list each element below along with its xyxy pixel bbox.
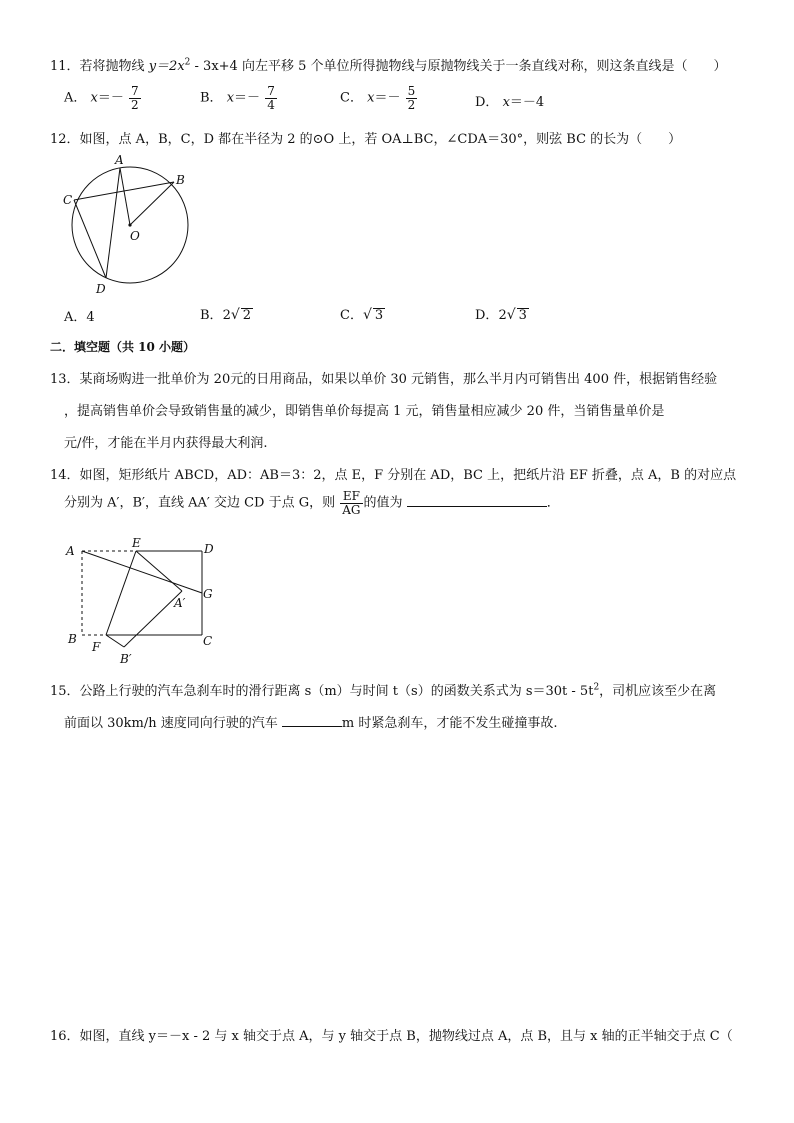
fraction bbox=[406, 85, 418, 111]
chord-ad bbox=[106, 168, 120, 278]
q11-formula-tail: - 3x+4 bbox=[190, 59, 238, 74]
label-e: E bbox=[132, 536, 141, 550]
q12-stem bbox=[50, 128, 681, 147]
fraction-numerator: EF bbox=[340, 490, 362, 504]
line-aa1-g bbox=[82, 551, 202, 593]
option-label: D． bbox=[475, 95, 499, 110]
fraction-denominator: 2 bbox=[131, 97, 139, 112]
fraction-numerator: 5 bbox=[407, 84, 416, 98]
q11-text-b: 向左平移 5 个单位所得抛物线与原抛物线关于一条直线对称，则这条直线是（ ） bbox=[241, 59, 727, 74]
option-label: C． bbox=[340, 90, 363, 106]
option-label: A． bbox=[64, 90, 87, 106]
fraction-denominator: AG bbox=[342, 502, 361, 517]
fraction bbox=[265, 85, 277, 111]
fraction-denominator: 4 bbox=[267, 97, 275, 112]
option-coef: 2 bbox=[498, 308, 507, 323]
q11-option-a bbox=[64, 85, 142, 111]
option-value: 4 bbox=[86, 310, 95, 325]
fraction-ef-ag bbox=[340, 490, 362, 516]
label-d: D bbox=[204, 542, 214, 556]
section-heading: 二．填空题（共 10 小题） bbox=[50, 340, 196, 354]
sqrt-icon: √ bbox=[506, 307, 516, 323]
option-var: x bbox=[367, 90, 375, 106]
label-f: F bbox=[92, 640, 101, 654]
radicand: 3 bbox=[374, 308, 384, 323]
fraction-numerator: 7 bbox=[267, 84, 275, 98]
label-c: C bbox=[203, 634, 213, 648]
q11-stem bbox=[50, 55, 727, 74]
fraction-numerator: 7 bbox=[131, 84, 139, 98]
q12-text: 如图，点 A，B，C，D 都在半径为 2 的⊙O 上，若 OA⊥BC，∠CDA＝30°，则弦 BC 的长为（ ） bbox=[79, 132, 682, 147]
q15-line2-text: 前面以 30km/h 速度同向行驶的汽车 bbox=[64, 716, 278, 731]
segment-oa bbox=[120, 168, 130, 225]
label-b-prime: B′ bbox=[120, 652, 132, 666]
option-coef: 2 bbox=[222, 308, 231, 323]
option-sign: ＝－ bbox=[97, 90, 124, 106]
q13-line2: ，提高销售单价会导致销售量的减少，即销售单价每提高 1 元，销售量相应减少 20 件，当销售量单价是 bbox=[64, 404, 665, 419]
q11-option-b bbox=[200, 85, 278, 111]
sqrt-icon: √ bbox=[230, 307, 240, 323]
q14-line1: 14．如图，矩形纸片 ABCD，AD：AB＝3：2，点 E，F 分别在 AD，BC 上，把纸片沿 EF 折叠，点 A，B 的对应点 bbox=[50, 468, 737, 483]
option-label: B． bbox=[200, 308, 223, 323]
segment-ea1 bbox=[136, 551, 182, 591]
label-c: C bbox=[63, 193, 73, 207]
q11-formula-sup: 2 bbox=[184, 57, 191, 68]
q14-line2-end: ． bbox=[546, 495, 560, 511]
fraction-denominator: 2 bbox=[407, 97, 416, 112]
fold-line-ef bbox=[106, 551, 136, 635]
chord-cd bbox=[74, 200, 106, 278]
q14-line2 bbox=[64, 490, 560, 516]
option-sign: ＝－4 bbox=[509, 95, 545, 110]
segment-fb1 bbox=[106, 635, 124, 647]
q11-text-a: 若将抛物线 bbox=[79, 59, 145, 74]
answer-blank[interactable] bbox=[407, 494, 547, 507]
q14-line2-text: 分别为 A′，B′，直线 AA′ 交边 CD 于点 G，则 bbox=[64, 495, 336, 511]
q15-line1-sup: 2 bbox=[593, 682, 600, 693]
q16-line1: 16．如图，直线 y＝－x - 2 与 x 轴交于点 A，与 y 轴交于点 B，抛物线过点 A，点 B，且与 x 轴的正半轴交于点 C（ bbox=[50, 1029, 733, 1044]
label-b: B bbox=[176, 173, 185, 187]
q13-line1: 13．某商场购进一批单价为 20元的日用商品，如果以单价 30 元销售，那么半月内可销售出 400 件，根据销售经验 bbox=[50, 372, 718, 387]
option-var: x bbox=[226, 90, 235, 106]
q12-option-d bbox=[475, 304, 529, 323]
q11-option-d bbox=[475, 91, 544, 110]
option-label: A． bbox=[64, 310, 87, 325]
answer-blank[interactable] bbox=[282, 714, 342, 727]
label-b: B bbox=[68, 632, 77, 646]
q11-number: 11． bbox=[50, 59, 80, 74]
option-sign: ＝－ bbox=[374, 90, 401, 106]
sqrt-icon: √ bbox=[362, 307, 372, 323]
option-var: x bbox=[502, 95, 510, 110]
q14-line2-tail: 的值为 bbox=[363, 495, 403, 511]
q15-line1-tail: ，司机应该至少在离 bbox=[599, 684, 717, 699]
q12-option-c bbox=[340, 304, 385, 323]
q12-option-a bbox=[64, 306, 95, 325]
option-sign: ＝－ bbox=[234, 90, 261, 106]
radicand: 2 bbox=[242, 308, 252, 323]
label-a-prime: A′ bbox=[174, 596, 186, 610]
option-label: B． bbox=[200, 90, 223, 106]
q13-line3: 元/件，才能在半月内获得最大利润. bbox=[64, 436, 268, 451]
q15-line2-tail: m 时紧急刹车，才能不发生碰撞事故. bbox=[341, 716, 558, 731]
q11-formula: y＝2x bbox=[148, 59, 185, 74]
fraction bbox=[129, 85, 141, 111]
q15-line2 bbox=[64, 712, 558, 731]
q12-circle-figure bbox=[58, 150, 208, 300]
label-o: O bbox=[130, 229, 140, 243]
label-a: A bbox=[66, 544, 75, 558]
q15-line1-text: 15．公路上行驶的汽车急刹车时的滑行距离 s（m）与时间 t（s）的函数关系式为 s＝30t - 5t bbox=[50, 684, 594, 699]
q14-rectangle-figure bbox=[60, 535, 230, 670]
option-label: C． bbox=[340, 308, 363, 323]
option-label: D． bbox=[475, 308, 499, 323]
label-d: D bbox=[96, 282, 106, 296]
label-g: G bbox=[203, 587, 213, 601]
option-var: x bbox=[90, 90, 98, 106]
q12-option-b bbox=[200, 304, 253, 323]
q11-option-c bbox=[340, 85, 418, 111]
q12-number: 12． bbox=[50, 132, 80, 147]
label-a: A bbox=[115, 153, 124, 167]
center-point bbox=[128, 223, 131, 226]
radicand: 3 bbox=[518, 308, 527, 323]
q15-line1 bbox=[50, 680, 716, 699]
